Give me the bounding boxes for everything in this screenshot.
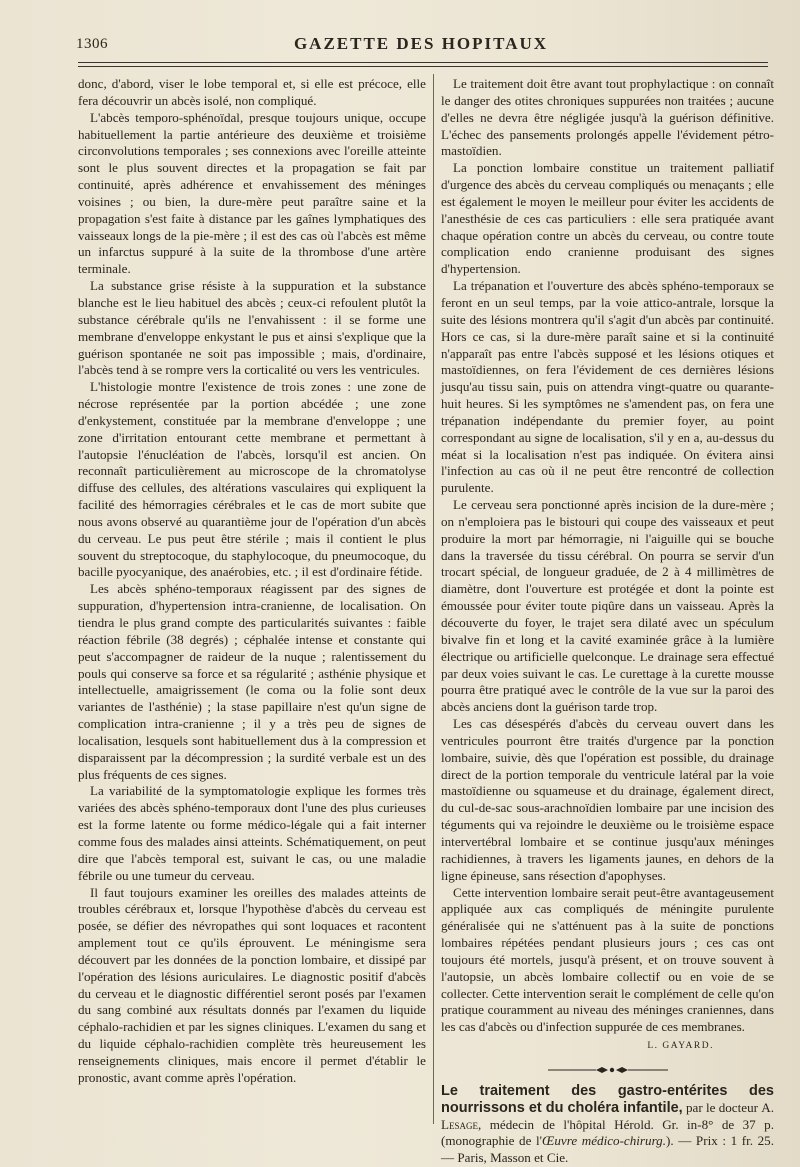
left-column [78, 76, 426, 1087]
page-number: 1306 [76, 36, 108, 52]
review-author-lead: par le docteur [686, 1099, 758, 1115]
header-rule [78, 62, 768, 63]
paragraph: L'abcès temporo-sphénoïdal, presque toujours unique, occupe habituellement la partie antérieure des deuxième et troisième circonvolutions temporales ; ses connexions avec l'oreille atteinte sont le plus souvent directes et la propagation se fait par continuité, après adhérence et envahissement des méninges voisines ; ou bien, la dure-mère peut paraître saine et la propagation s'est faite à distance par les gaînes lymphatiques des vaisseaux longs de la pie-mère ; il est des cas où l'abcès est même un infarctus suppuré à la suite de la thrombose d'une artère terminale. [78, 109, 426, 277]
column-divider [433, 74, 434, 1124]
review-details: ). — Prix : 1 fr. 25. — Paris, Masson et Cie. [441, 1133, 774, 1166]
section-ornament [548, 1065, 668, 1075]
paragraph: Cette intervention lombaire serait peut-être avantageusement appliquée aux cas compliqués de méningite purulente généralisée qui ne s'atténuent pas à la suite de ponctions lombaires répétées pendant plusieurs jours ; ces cas ont toujours été mortels, jusqu'à présent, et on trouve souvent à l'autopsie, un abcès lombaire collectif ou en voie de se collecter. Cette intervention serait le complément de celle qu'on pratique couramment au niveau des méninges craniennes, dans les cas d'abcès ou d'infection suppurée de ces membranes. [441, 884, 774, 1035]
paragraph: Les abcès sphéno-temporaux réagissent par des signes de suppuration, d'hypertension intra-cranienne, de localisation. On tiendra le plus grand compte des particularités suivantes : faible réaction fébrile (38 degrés) ; céphalée intense et constante qui peut s'accompagner de raideur de la nuque ; ralentissement du pouls qui conserve sa force et sa régularité ; asthénie physique et intellectuelle, amaigrissement (le coma ou la folie sont deux variantes de l'asthénie) ; la stase papillaire n'est qu'un signe de complication intra-cranienne ; il y a très peu de signes de localisation, lesquels sont habituellement dus à la compression et disparaissent par la décompression ; la surdité verbale est un des plus fréquents de ces signes. [78, 581, 426, 782]
paragraph: Il faut toujours examiner les oreilles des malades atteints de troubles cérébraux et, lorsque l'hypothèse d'abcès du cerveau est posée, se défier des névropathes qui sont loquaces et racontent amplement tout ce qu'ils éprouvent. Le méningisme sera découvert par les données de la ponction lombaire, et dissipé par l'opération des lésions auriculaires. Le diagnostic positif d'abcès du cerveau et le diagnostic différentiel seront posés par l'examen du sang combiné aux résultats donnés par l'examen du liquide céphalo-rachidien et par les signes cliniques. L'examen du sang et du liquide céphalo-rachidien complète très heureusement les renseignements cliniques, mais encore il permet d'établir le pronostic, avant comme après l'opération. [78, 884, 426, 1085]
author-signature: L. GAYARD. [647, 1041, 714, 1052]
paragraph: La variabilité de la symptomatologie explique les formes très variées des abcès sphéno-temporaux dont l'une des plus curieuses est la forme latente ou forme médico-légale qui a fait interner comme fous des malades ainsi atteints. Schématiquement, on peut dire que l'abcès temporal est, suivant le cas, ou une maladie fébrile ou une tumeur du cerveau. [78, 783, 426, 883]
journal-title: GAZETTE DES HOPITAUX [293, 34, 549, 53]
paragraph: Le cerveau sera ponctionné après incision de la dure-mère ; on n'emploiera pas le bistouri qui coupe des vaisseaux et peut produire la mort par hémorragie, ni l'aiguille qui se bouche dans la traversée du tissu cérébral. On pourra se servir d'un trocart spécial, de longueur graduée, de 2 à 4 millimètres de diamètre, dont l'ouverture est protégée et dont la pointe est émoussée pour éviter toute piqûre dans un vaisseau. Après la découverte du foyer, le trajet sera dilaté avec un spéculum bivalve fin et long et la cavité examinée grâce à la lumière électrique ou artificielle quelconque. Le drainage sera effectué par deux voies suivant le cas. Le curettage à la curette mousse pourra être pratiqué avec le contrôle de la vue sur la paroi des abcès anciens dont la guérison tarde trop. [441, 497, 774, 715]
paragraph: donc, d'abord, viser le lobe temporal et, si elle est précoce, elle fera découvrir un abcès isolé, non compliqué. [78, 76, 426, 108]
paragraph: Le traitement doit être avant tout prophylactique : on connaît le danger des otites chroniques suppurées non traitées ; aucune d'elles ne devra être négligée jusqu'à la guérison définitive. L'échec des pansements prolongés appelle l'évidement pétro-mastoïdien. [441, 76, 774, 159]
paragraph: Les cas désespérés d'abcès du cerveau ouvert dans les ventricules pourront être traités d'urgence par la ponction lombaire, suivie, dès que l'opération est possible, du drainage direct de la portion temporale du ventricule latéral par la voie mastoïdienne ou squameuse et du drainage, également direct, du cul-de-sac sous-arachnoïdien lombaire par une incision des téguments qui va rejoindre le deuxième ou le troisième espace intervertébral lombaire et se continue jusqu'aux méninges rachidiennes, à travers les ligaments jaunes, en dehors de la ligne épineuse, sans résection d'apophyses. [441, 716, 774, 883]
book-review [441, 1083, 774, 1167]
paragraph: La trépanation et l'ouverture des abcès sphéno-temporaux se feront en un seul temps, par la voie attico-antrale, lorsque la suite des lésions montrera qu'il s'agit d'un abcès par continuité. Hors ce cas, si la dure-mère paraît saine et si la continuité n'apparaît pas entre l'abcès supposé et les lésions otiques et mastoïdiennes, on fera l'évidement de ces dernières lésions jusqu'au tissu sain, puis on attendra vingt-quatre ou quarante-huit heures. Si les symptômes ne s'amendent pas, on fera une trépanation indépendante du premier foyer, au point correspondant au signe de localisation, s'il y en a, au-dessus du méat si la localisation n'est pas indiquée. On évitera ainsi l'infection au cas où il ne peut être rencontré de collection purulente. [441, 278, 774, 496]
review-author: A. Lesage [441, 1099, 774, 1132]
review-author-tail: , médecin de l'hôpital Hérold. Gr. in-8° de 37 p. (monographie de l' [441, 1116, 774, 1149]
review-title: Le traitement des gastro-entérites des nourrissons et du choléra infantile, [441, 1082, 774, 1116]
review-series: Œuvre médico-chirurg. [542, 1133, 666, 1149]
header-rule-thin [78, 66, 768, 67]
page-header [76, 34, 766, 60]
paragraph: L'histologie montre l'existence de trois zones : une zone de nécrose représentée par la portion abcédée ; une zone d'enkystement, constituée par la membrane d'enveloppe ; une zone d'irritation entourant cette membrane et permettant à l'autopsie l'énucléation de l'abcès, lorsqu'il est ancien. On reconnaît particulièrement au microscope de la chromatolyse diffuse des cellules, des altérations vasculaires qui expliquent la facilité des hémorragies cérébrales et le cas de mort subite que nous avons observé au quarantième jour de l'opération d'un abcès du cerveau. Le pus peut être stérile ; mais il contient le plus souvent du streptocoque, du staphylocoque, du pneumocoque, du bacille pyocyanique, des anaérobies, etc. ; il est d'ordinaire fétide. [78, 379, 426, 580]
paragraph: La substance grise résiste à la suppuration et la substance blanche est le lieu habituel des abcès ; ceux-ci refoulent plutôt la substance cérébrale qu'ils ne l'envahissent : il se forme une membrane d'enveloppe enkystant le pus et ainsi s'explique que la guérison spontanée ne soit pas impossible ; mais, d'ordinaire, l'abcès tend à se rompre vers la corticalité ou vers les ventricules. [78, 278, 426, 378]
right-column [441, 76, 774, 1167]
paragraph: La ponction lombaire constitue un traitement palliatif d'urgence des abcès du cerveau compliqués ou menaçants ; elle est également le moyen le meilleur pour éviter les accidents de l'anesthésie de ces cas particuliers : elle sera pratiquée avant chaque opération contre un abcès du cerveau, ou contre toute complication endo cranienne produisant des signes d'hypertension. [441, 160, 774, 277]
